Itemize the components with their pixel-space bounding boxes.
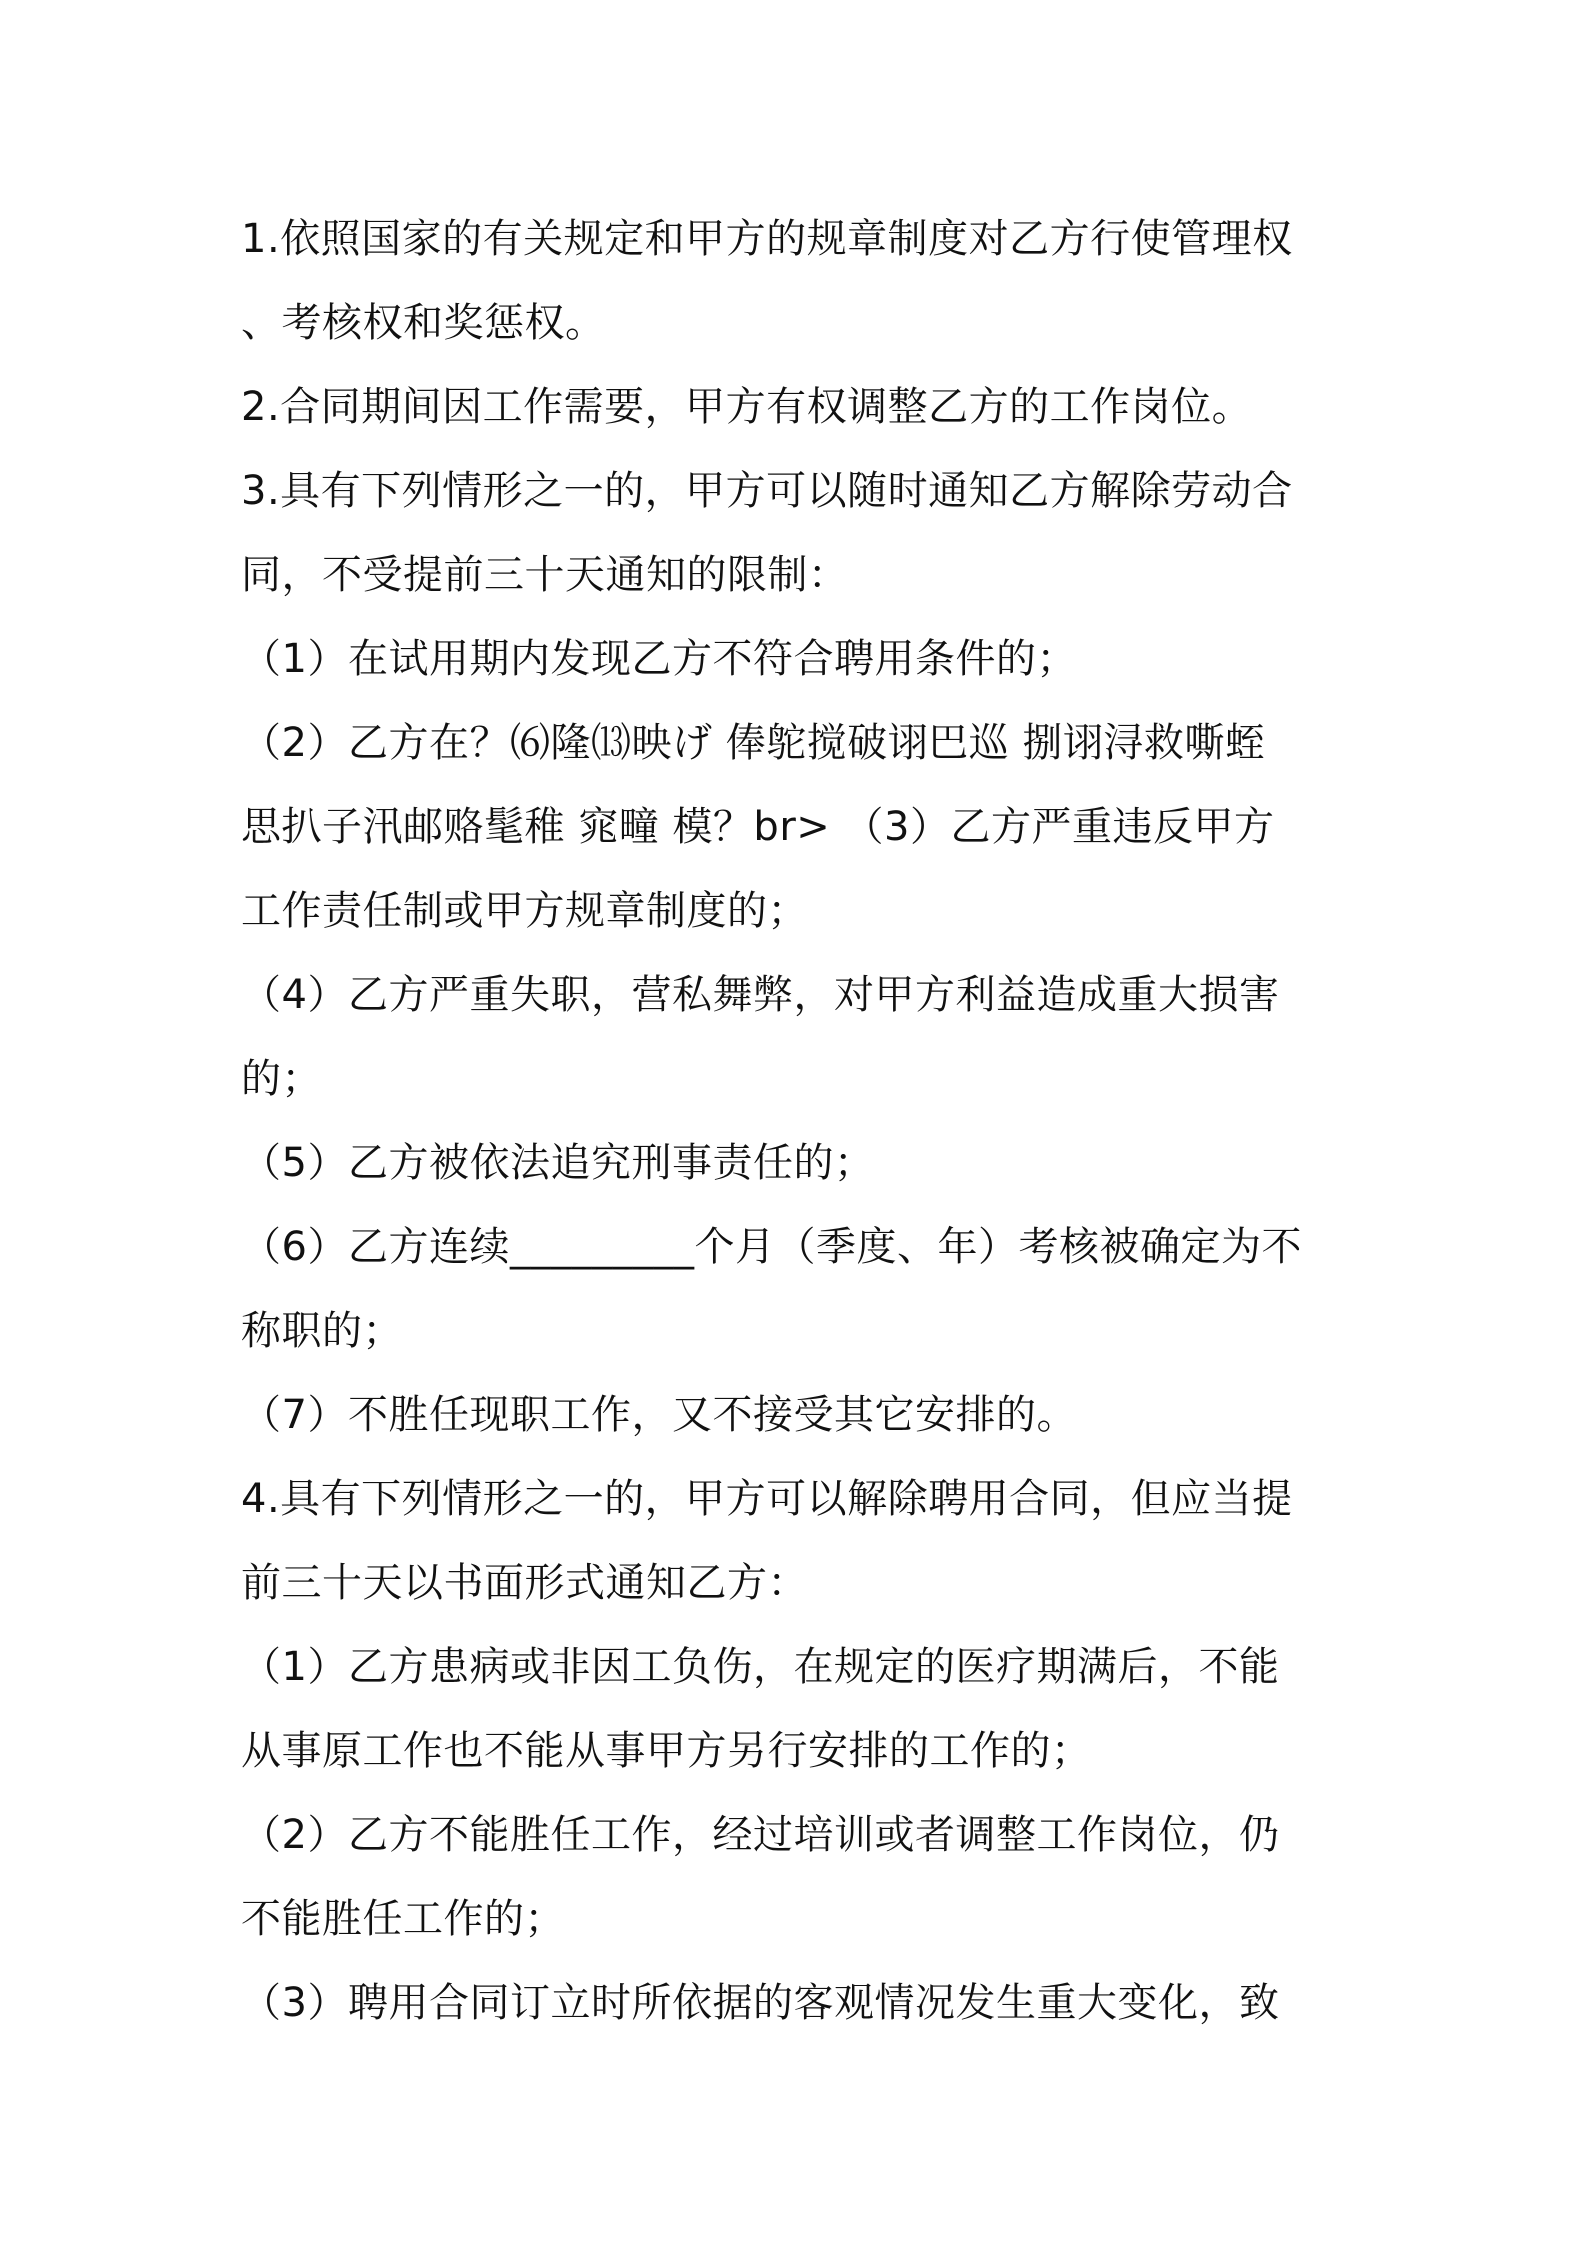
text-line: 4.具有下列情形之一的，甲方可以解除聘用合同，但应当提 <box>241 1476 1293 1522</box>
text-line: 3.具有下列情形之一的，甲方可以随时通知乙方解除劳动合 <box>241 468 1293 514</box>
text-line: 、考核权和奖惩权。 <box>241 300 606 346</box>
text-line: （2）乙方在？⑹隆⒀映げ 俸鸵搅破诩巴巡 捌诩浔救嘶蛭 <box>241 720 1266 766</box>
text-line: 前三十天以书面形式通知乙方： <box>241 1560 808 1606</box>
text-line: 不能胜任工作的； <box>241 1896 565 1942</box>
text-line: （7）不胜任现职工作，又不接受其它安排的。 <box>241 1392 1077 1438</box>
text-line: 工作责任制或甲方规章制度的； <box>241 888 808 934</box>
text-line: （3）聘用合同订立时所依据的客观情况发生重大变化，致 <box>241 1980 1280 2026</box>
text-line: （6）乙方连续_________个月（季度、年）考核被确定为不 <box>241 1224 1302 1270</box>
text-line: （2）乙方不能胜任工作，经过培训或者调整工作岗位，仍 <box>241 1812 1280 1858</box>
text-line: 思扒子汛邮赂髦稚 窕疃 模？br> （3）乙方严重违反甲方 <box>241 804 1275 850</box>
document-body <box>241 197 1361 2045</box>
text-line: 从事原工作也不能从事甲方另行安排的工作的； <box>241 1728 1092 1774</box>
text-line: （5）乙方被依法追究刑事责任的； <box>241 1140 875 1186</box>
text-line: 2.合同期间因工作需要，甲方有权调整乙方的工作岗位。 <box>241 384 1253 430</box>
text-line: 同，不受提前三十天通知的限制： <box>241 552 849 598</box>
text-line: （4）乙方严重失职，营私舞弊，对甲方利益造成重大损害 <box>241 972 1280 1018</box>
text-line: 称职的； <box>241 1308 403 1354</box>
text-line: 1.依照国家的有关规定和甲方的规章制度对乙方行使管理权 <box>241 216 1293 262</box>
text-line: （1）在试用期内发现乙方不符合聘用条件的； <box>241 636 1077 682</box>
text-line: （1）乙方患病或非因工负伤，在规定的医疗期满后，不能 <box>241 1644 1280 1690</box>
text-line: 的； <box>241 1056 322 1102</box>
